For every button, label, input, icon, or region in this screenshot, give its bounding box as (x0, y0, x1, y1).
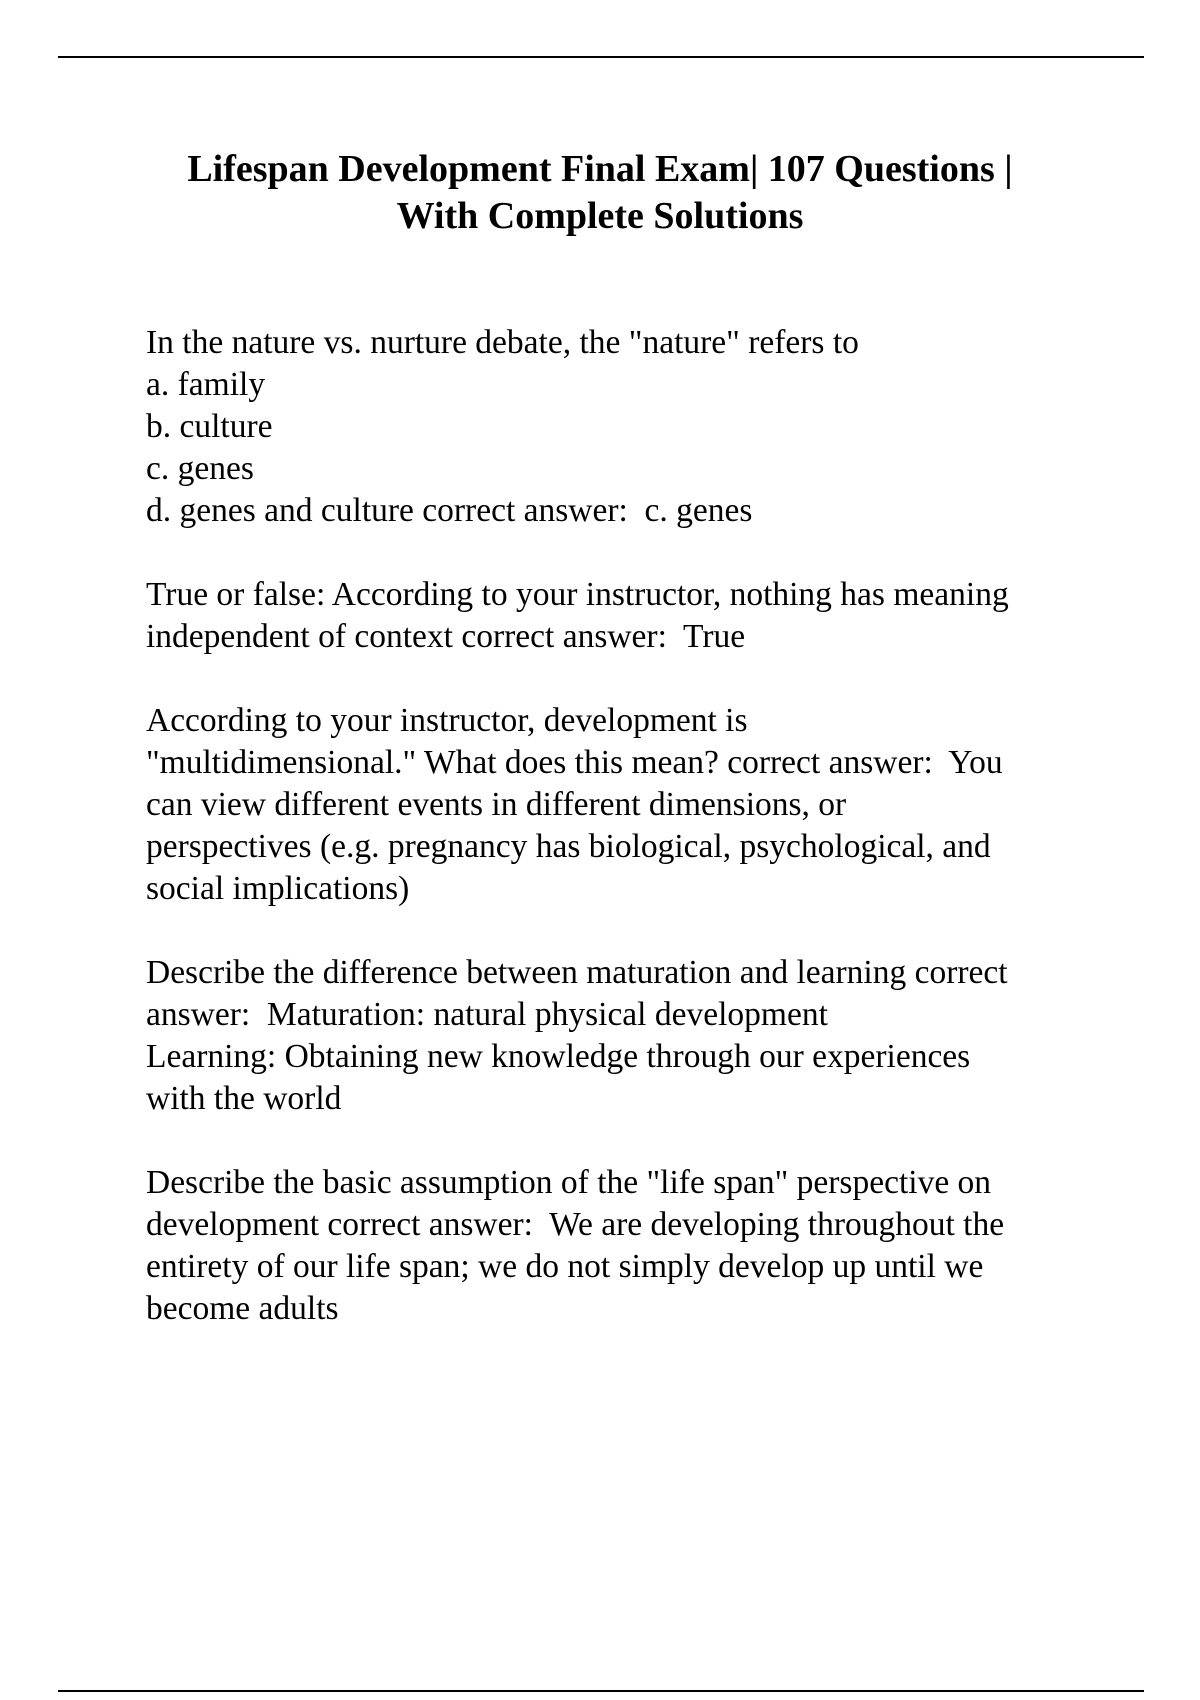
answer-text: become adults (146, 1290, 339, 1327)
option-a: a. family (146, 366, 266, 403)
question-block-1 (146, 322, 1106, 532)
question-text: "multidimensional." What does this mean? correct answer: You (146, 744, 1003, 781)
answer-text: with the world (146, 1080, 342, 1117)
question-block-2 (146, 574, 1106, 658)
answer-text: entirety of our life span; we do not simply develop up until we (146, 1248, 984, 1285)
answer-text: answer: Maturation: natural physical development (146, 996, 828, 1033)
answer-text: Learning: Obtaining new knowledge through our experiences (146, 1038, 971, 1075)
question-block-3 (146, 700, 1106, 910)
answer-text: social implications) (146, 870, 410, 907)
title-line-1: Lifespan Development Final Exam| 107 Questions | (187, 148, 1013, 190)
top-divider (58, 56, 1144, 58)
option-c: c. genes (146, 450, 254, 487)
question-text: According to your instructor, development is (146, 702, 748, 739)
option-b: b. culture (146, 408, 273, 445)
page-title (120, 146, 1080, 240)
title-line-2: With Complete Solutions (396, 195, 804, 237)
question-text: Describe the basic assumption of the "life span" perspective on (146, 1164, 992, 1201)
answer-text: can view different events in different dimensions, or (146, 786, 847, 823)
question-block-5 (146, 1162, 1106, 1330)
option-d-with-answer: d. genes and culture correct answer: c. genes (146, 492, 753, 529)
question-list (146, 322, 1106, 1372)
question-text: Describe the difference between maturation and learning correct (146, 954, 1008, 991)
bottom-divider (58, 1690, 1144, 1692)
answer-text: perspectives (e.g. pregnancy has biological, psychological, and (146, 828, 991, 865)
question-text: independent of context correct answer: True (146, 618, 746, 655)
question-text: In the nature vs. nurture debate, the "nature" refers to (146, 324, 859, 361)
question-text: development correct answer: We are developing throughout the (146, 1206, 1005, 1243)
question-block-4 (146, 952, 1106, 1120)
question-text: True or false: According to your instructor, nothing has meaning (146, 576, 1009, 613)
